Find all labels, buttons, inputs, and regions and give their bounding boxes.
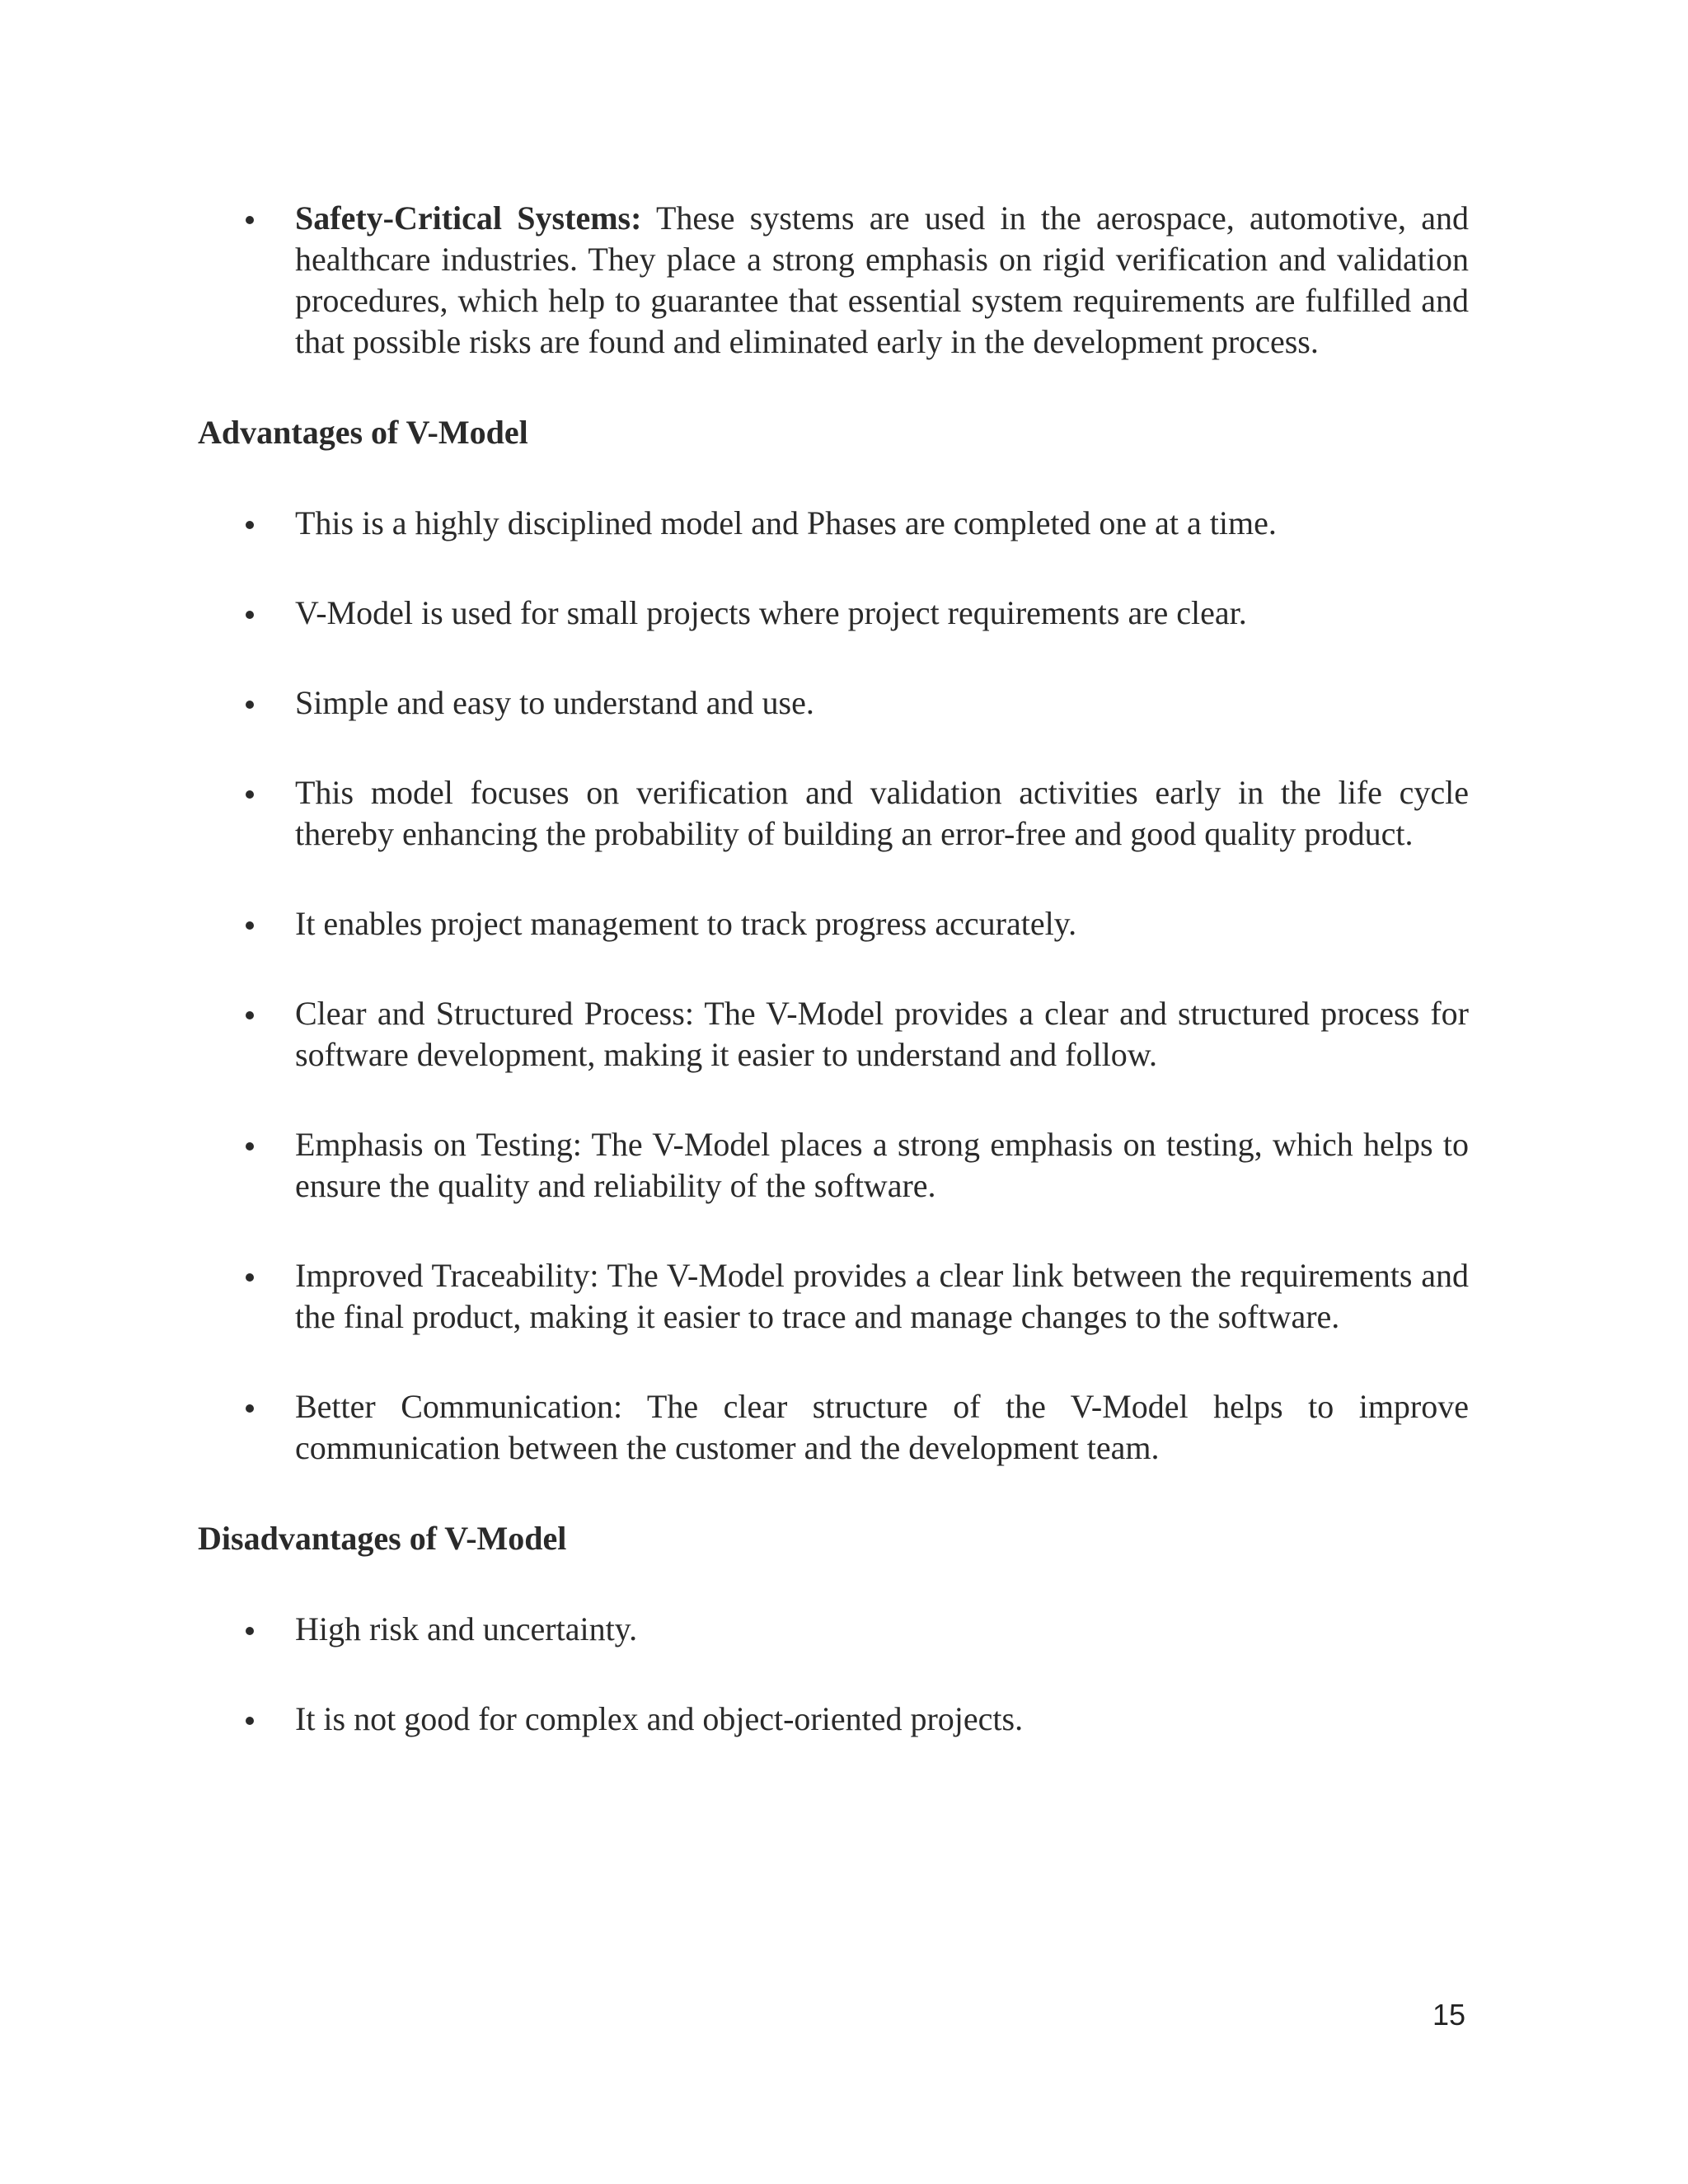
- list-item: [198, 1386, 1469, 1469]
- disadvantages-list: [198, 1609, 1469, 1740]
- list-item-text: V-Model is used for small projects where project requirements are clear.: [295, 594, 1247, 631]
- list-item: [198, 1124, 1469, 1207]
- bullet-text: These systems are used in the aerospace, automotive, and healthcare industries. They place a strong emphasis on rigid verification and validation procedures, which help to guarantee that essential system requirements are fulfilled and that possible risks are found and eliminated early in the development process.: [295, 199, 1470, 360]
- bullet-lead: Safety-Critical Systems:: [295, 199, 642, 237]
- document-page: [198, 198, 1469, 1788]
- bullet-icon: [246, 1011, 254, 1019]
- bullet-icon: [246, 701, 254, 709]
- list-item-text: Better Communication: The clear structure of the V-Model helps to improve communication between the customer and the development team.: [295, 1388, 1469, 1466]
- list-item-text: Improved Traceability: The V-Model provides a clear link between the requirements and the final product, making it easier to trace and manage changes to the software.: [295, 1257, 1469, 1335]
- list-item: [198, 682, 1469, 724]
- list-item-text: It enables project management to track progress accurately.: [295, 905, 1077, 942]
- list-item: [198, 1699, 1469, 1740]
- list-item-text: Emphasis on Testing: The V-Model places a strong emphasis on testing, which helps to ensure the quality and reliability of the software.: [295, 1126, 1469, 1204]
- list-item-text: High risk and uncertainty.: [295, 1610, 638, 1647]
- list-item-text: Clear and Structured Process: The V-Model provides a clear and structured process for software development, making it easier to understand and follow.: [295, 995, 1469, 1073]
- page-number: 15: [1432, 1998, 1466, 2032]
- safety-critical-bullet: [198, 198, 1469, 363]
- list-item-text: This model focuses on verification and validation activities early in the life cycle thereby enhancing the probability of building an error-free and good quality product.: [295, 774, 1469, 852]
- list-item: [198, 1255, 1469, 1338]
- bullet-icon: [246, 1273, 254, 1282]
- list-item: [198, 1609, 1469, 1650]
- list-item: [198, 772, 1469, 855]
- list-item: [198, 993, 1469, 1076]
- bullet-icon: [246, 216, 254, 224]
- advantages-heading: Advantages of V-Model: [198, 414, 528, 451]
- bullet-icon: [246, 611, 254, 619]
- bullet-icon: [246, 1717, 254, 1725]
- list-item: [198, 593, 1469, 634]
- list-item-text: It is not good for complex and object-oriented projects.: [295, 1700, 1024, 1737]
- bullet-icon: [246, 521, 254, 529]
- bullet-icon: [246, 1142, 254, 1151]
- bullet-icon: [246, 921, 254, 930]
- disadvantages-heading: Disadvantages of V-Model: [198, 1520, 567, 1557]
- advantages-list: [198, 503, 1469, 1469]
- list-item: [198, 903, 1469, 944]
- bullet-icon: [246, 1627, 254, 1635]
- bullet-icon: [246, 1404, 254, 1413]
- list-item: [198, 503, 1469, 544]
- list-item-text: This is a highly disciplined model and Phases are completed one at a time.: [295, 504, 1277, 541]
- list-item-text: Simple and easy to understand and use.: [295, 684, 814, 721]
- bullet-icon: [246, 790, 254, 799]
